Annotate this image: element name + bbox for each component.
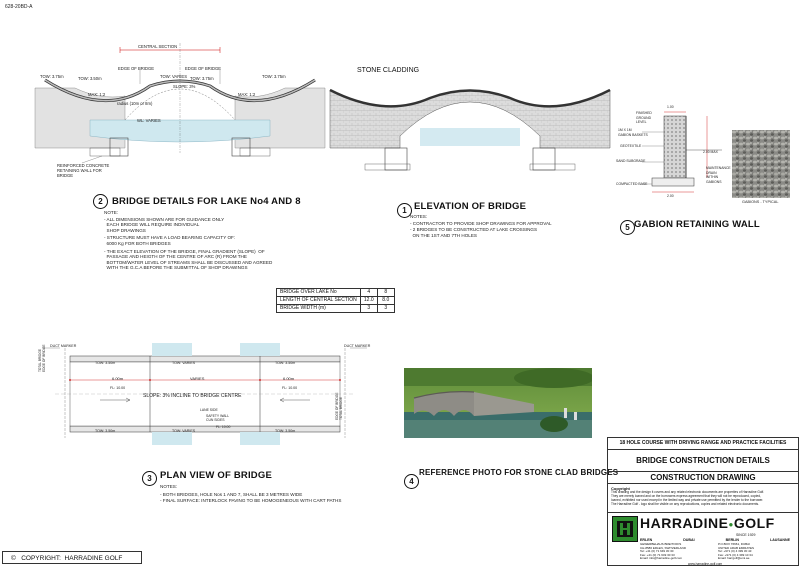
table-cell: 8: [377, 289, 394, 297]
plan-notes: [160, 484, 341, 504]
company-name: [640, 515, 775, 531]
copyright-block: [608, 484, 798, 513]
office-name: LAUSANNE: [770, 538, 790, 542]
plan-dim-right: 6.00m: [283, 376, 295, 381]
company-logo-area: [608, 513, 798, 569]
max-slope-right: MAX: 1:2: [238, 92, 256, 97]
drawing-type: CONSTRUCTION DRAWING: [608, 472, 798, 484]
plan-dim-left: 6.00m: [112, 376, 124, 381]
note-item: - BOTH BRIDGES, HOLE Nos 1 AND 7, SHALL BE 3 METRES WIDE: [160, 491, 303, 497]
company-name-right: GOLF: [733, 515, 775, 531]
plan-tow-label: TOW: VARIES: [172, 361, 196, 365]
radius-label: radius (10m or 8m): [117, 101, 153, 106]
website: www.harradine-golf.com: [688, 562, 723, 566]
notes-heading: NOTES:: [160, 484, 178, 489]
table-cell: 3: [377, 305, 394, 313]
copyright-heading: Copyright: [611, 486, 630, 491]
section-title-bridge-details: BRIDGE DETAILS FOR LAKE No4 AND 8: [112, 196, 301, 207]
note-item: - 2 BRIDGES TO BE CONSTRUCTED AT LAKE CROSSINGS ON THE 1ST AND 7TH HOLES: [410, 227, 538, 238]
notes-heading: NOTES:: [410, 214, 428, 219]
gabion-dim-height: 2.00 MAX: [703, 150, 718, 154]
duct-marker-right: DUCT MARKER: [344, 344, 371, 348]
table-cell: BRIDGE OVER LAKE No: [277, 289, 361, 297]
tow-label: TOW: 3.75m: [262, 74, 286, 79]
plan-tow-label: TOW: 3.50m: [275, 429, 296, 433]
tow-label: TOW: 3.75m: [40, 74, 64, 79]
section-title-elevation: ELEVATION OF BRIDGE: [414, 201, 527, 212]
bridge-section-drawing: [30, 38, 330, 178]
duct-marker-left: DUCT MARKER: [50, 344, 77, 348]
title-block: [607, 437, 799, 566]
note-item: - THE EXACT ELEVATION OF THE BRIDGE, FINAL GRADIENT (SLOPE) OF PASSAGE AND HEIGTH OF THE CENTRE OF ARC (R) FROM THE BOTTOM/WATER LEVEL OF STREAMS SHALL BE DISCUSSED AND AGREED WITH THE G.C.A BEFORE THE SUBMITTAL OF SHOP DRAWINGS: [104, 248, 273, 271]
table-cell: LENGTH OF CENTRAL SECTION: [277, 297, 361, 305]
gabion-dim-bottom: 2.00: [667, 194, 674, 198]
table-cell: 8.0: [377, 297, 394, 305]
note-item: - CONTRACTOR TO PROVIDE SHOP DRAWINGS FOR APPROVAL: [410, 220, 552, 226]
footer-copyright: © COPYRIGHT: HARRADINE GOLF: [2, 551, 142, 564]
note-item: - STRUCTURE MUST HAVE A LOAD BEARING CAPACITY OF: 6000 Kg FOR BOTH BRIDGES: [104, 235, 236, 246]
section-title-reference: REFERENCE PHOTO FOR STONE CLAD BRIDGES: [419, 468, 619, 477]
geotextile-label: GEOTEXTILE: [620, 144, 642, 148]
logo-icon: [612, 516, 638, 542]
maintenance-drain-label: MAINTENANCE DRAIN WITHIN GABIONS: [706, 166, 731, 184]
golf-ball-icon: ●: [728, 519, 734, 529]
table-cell: 12.0: [360, 297, 377, 305]
reference-photo: [404, 368, 592, 438]
plan-tow-label: TOW: 3.50m: [95, 361, 116, 365]
plan-fl-label: FL: 10.00: [110, 386, 126, 390]
table-cell: 4: [360, 289, 377, 297]
notes-heading: NOTE:: [104, 210, 119, 215]
tow-label: TOW: 3.75m: [190, 76, 214, 81]
tow-label: TOW: 3.50m: [78, 76, 102, 81]
plan-dim-mid: VARIES: [190, 376, 205, 381]
bridge-details-notes: [104, 210, 272, 271]
gabion-photo-caption: GABIONS - TYPICAL: [742, 200, 779, 204]
edge-of-bridge-right: EDGE OF BRIDGE: [185, 66, 222, 71]
address-right: P.O.BOX 76661, DUBAI UNITED ARAB EMIRATES Tel: +971 (0) 4 399 30 43 Fax: +971 (0) 4 399 10 34 Email: harrgolf@emi.ae: [718, 542, 754, 561]
slope-label: SLOPE: 3%: [173, 84, 196, 89]
stone-cladding-label: STONE CLADDING: [357, 67, 420, 74]
office-name: ERLEN: [640, 538, 653, 542]
retaining-wall-label: REINFORCED CONCRETE RETAINING WALL FOR BRIDGE: [57, 163, 110, 178]
note-item: - FINAL SURFACE: INTERLOCK PAVING TO BE HOMOGENEOUS WITH CART PATHS: [160, 498, 342, 504]
logo-notice: The Harradine Golf - logo shall be visible on any reproductions, copies and related electronic documents.: [611, 502, 759, 507]
table-row: [277, 305, 395, 313]
section-title-plan: PLAN VIEW OF BRIDGE: [160, 470, 272, 481]
section-number-3: 3: [142, 471, 157, 486]
drawing-title: BRIDGE CONSTRUCTION DETAILS: [608, 450, 798, 472]
office-name: BERLIN: [725, 538, 739, 542]
section-number-2: 2: [93, 194, 108, 209]
edge-of-bridge-left: EDGE OF BRIDGE: [118, 66, 155, 71]
lane-side-label: LANE SIDE: [200, 408, 218, 412]
table-row: [277, 297, 395, 305]
central-section-label: CENTRAL SECTION: [138, 44, 178, 49]
gabion-dim-top: 1.00: [667, 105, 674, 109]
plan-edge-left: TOTAL BRIDGE EDGE OF BRIDGE: [38, 344, 46, 372]
plan-tow-label: TOW: 3.50m: [275, 361, 296, 365]
section-number-1: 1: [397, 203, 412, 218]
address-left: GEWERBEHAUS BREITOFFS CH-8586 ERLEN, SWITZERLAND Tel: +41 (0) 71 649 30 30 Fax: +41 (0) 71 649 30 33 Email: info@harradine-golf.com: [640, 542, 687, 561]
sheet-code: 628-20BD-A: [5, 4, 33, 10]
section-title-gabion: GABION RETAINING WALL: [634, 219, 760, 230]
sand-subgrade-label: SAND SUBGRADE: [616, 159, 646, 163]
company-name-left: HARRADINE: [640, 515, 729, 531]
section-number-5: 5: [620, 220, 635, 235]
section-number-4: 4: [404, 474, 419, 489]
plan-fl-label: FL: 10.00: [216, 425, 231, 429]
since-label: SINCE 1929: [736, 533, 756, 537]
tow-label: TOW: VARIES: [160, 74, 187, 79]
project-title: 18 HOLE COURSE WITH DRIVING RANGE AND PRACTICE FACILITIES: [608, 438, 798, 450]
water-level-label: WL: VARIES: [137, 118, 161, 123]
plan-edge-right: EDGE OF BRIDGE TOTAL BRIDGE: [335, 392, 343, 420]
max-slope-left: MAX: 1:2: [88, 92, 106, 97]
finished-ground-label: FINISHED GROUND LEVEL: [636, 111, 652, 124]
gabion-photo: [732, 130, 790, 198]
plan-tow-label: TOW: 3.50m: [95, 429, 116, 433]
bridge-spec-table: [276, 288, 395, 313]
office-name: DUBAI: [683, 538, 695, 542]
plan-fl-label: FL: 10.00: [282, 386, 298, 390]
table-row: [277, 289, 395, 297]
elevation-notes: [410, 214, 552, 238]
safety-wall-label: SAFETY WALL CUN SIDES: [206, 414, 230, 422]
plan-slope-label: SLOPE: 3% INCLINE TO BRIDGE CENTRE: [143, 393, 242, 399]
table-cell: BRIDGE WIDTH (m): [277, 305, 361, 313]
gabion-baskets-label: 1M X 1M GABION BASKETS: [618, 128, 648, 137]
note-item: - ALL DIMENSIONS SHOWN ARE FOR GUIDANCE ONLY EACH BRIDGE WILL REQUIRE INDIVIDUAL SHOP DRAWINGS: [104, 216, 225, 233]
plan-tow-label: TOW: VARIES: [172, 429, 196, 433]
copyright-text: This drawing and the design it covers and any related electronic documents are properties of Harradine Golf. They are merely loaned and on the borrowers express agreement that they will not be reproduced, copied, loaned, exhibited nor used except in the limited way and private use permitted by the lender to the borrower.: [611, 490, 765, 502]
compacted-base-label: COMPACTED BASE: [616, 182, 648, 186]
table-cell: 3: [360, 305, 377, 313]
elevation-drawing: [325, 78, 615, 183]
